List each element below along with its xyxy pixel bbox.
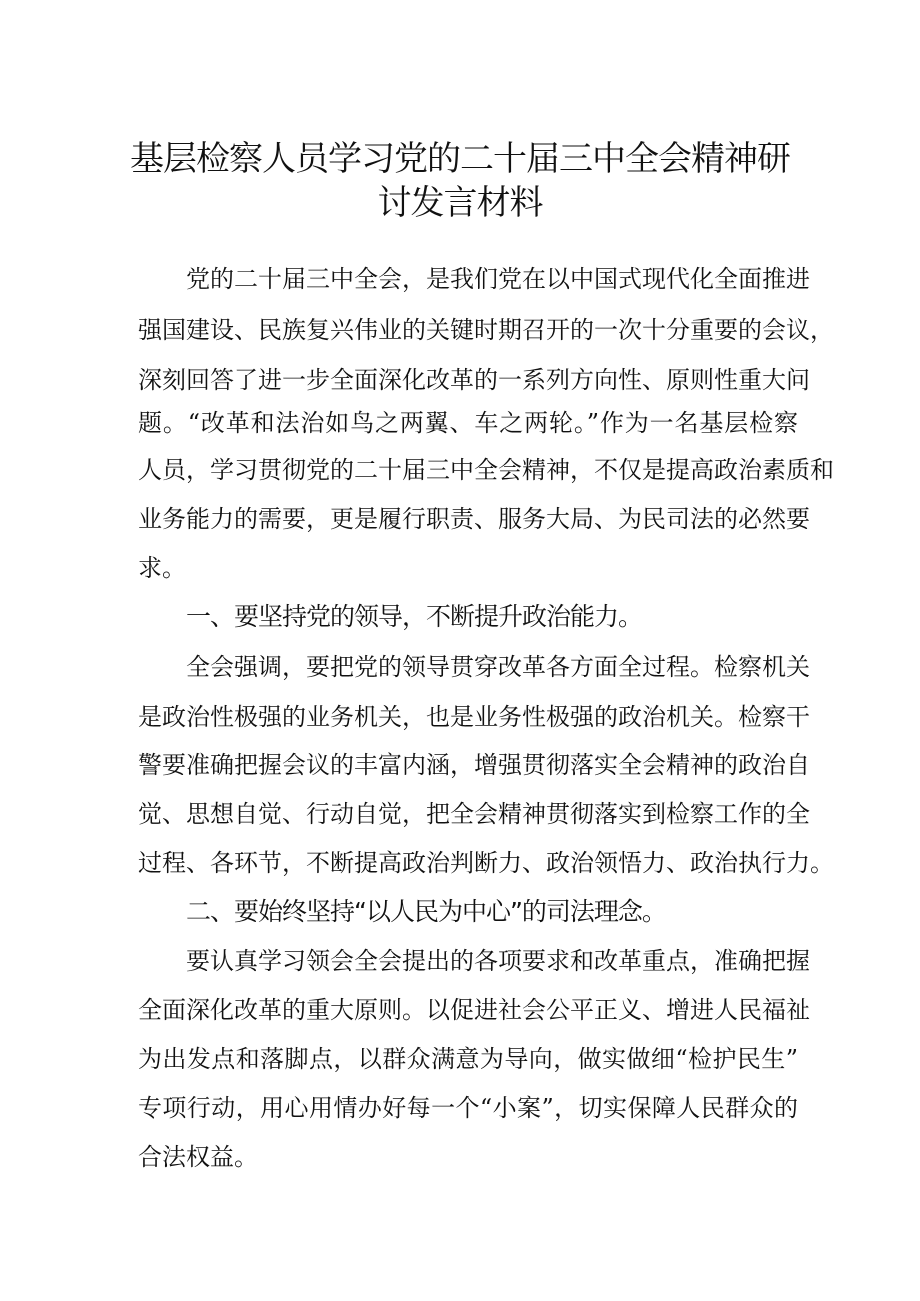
intro-line: 深刻回答了进一步全面深化改革的一系列方向性、原则性重大问 — [138, 366, 810, 394]
document-title-line-2: 讨发言材料 — [377, 183, 543, 223]
section-1-line: 觉、思想自觉、行动自觉，把全会精神贯彻落实到检察工作的全 — [138, 800, 810, 828]
section-1-line: 全会强调，要把党的领导贯穿改革各方面全过程。检察机关 — [186, 653, 810, 681]
section-1-line: 是政治性极强的业务机关，也是业务性极强的政治机关。检察干 — [138, 703, 810, 731]
section-2-line: 为出发点和落脚点，以群众满意为导向，做实做细“检护民生” — [138, 1045, 798, 1073]
intro-line: 人员，学习贯彻党的二十届三中全会精神，不仅是提高政治素质和 — [138, 456, 834, 484]
intro-line: 党的二十届三中全会，是我们党在以中国式现代化全面推进 — [186, 265, 810, 293]
section-2-heading: 二、要始终坚持“以人民为中心”的司法理念。 — [186, 897, 666, 926]
section-2-line: 全面深化改革的重大原则。以促进社会公平正义、增进人民福祉 — [138, 996, 810, 1024]
section-2-line: 要认真学习领会全会提出的各项要求和改革重点，准确把握 — [186, 947, 810, 975]
section-1-heading: 一、要坚持党的领导，不断提升政治能力。 — [186, 602, 643, 631]
document-title-line-1: 基层检察人员学习党的二十届三中全会精神研 — [130, 139, 790, 179]
intro-line: 业务能力的需要，更是履行职责、服务大局、为民司法的必然要 — [138, 505, 810, 533]
section-2-line: 合法权益。 — [138, 1143, 258, 1171]
intro-line: 求。 — [138, 554, 186, 582]
section-2-line: 专项行动，用心用情办好每一个“小案”，切实保障人民群众的 — [138, 1094, 798, 1122]
intro-line: 题。“改革和法治如鸟之两翼、车之两轮。”作为一名基层检察 — [138, 409, 798, 437]
section-1-line: 警要准确把握会议的丰富内涵，增强贯彻落实全会精神的政治自 — [138, 751, 810, 779]
section-1-line: 过程、各环节，不断提高政治判断力、政治领悟力、政治执行力。 — [138, 849, 834, 877]
intro-line: 强国建设、民族复兴伟业的关键时期召开的一次十分重要的会议， — [138, 316, 834, 344]
